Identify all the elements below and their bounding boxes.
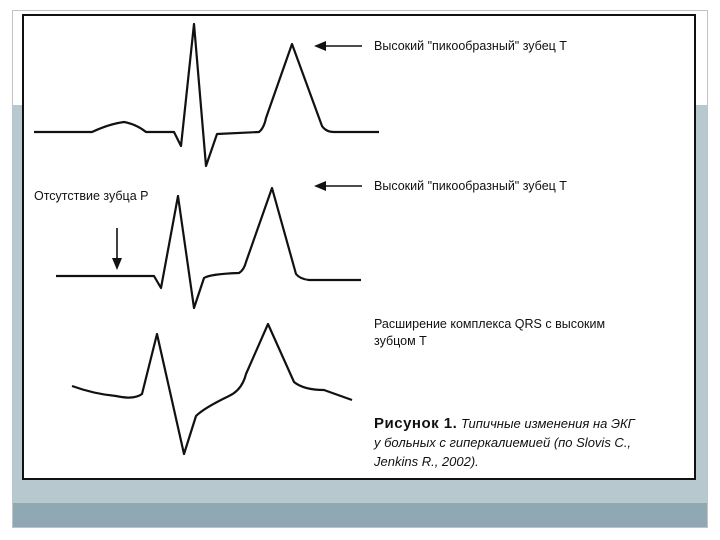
- label-peaked-t-1: Высокий "пикообразный" зубец Т: [374, 39, 567, 53]
- label-wide-qrs-line2: зубцом Т: [374, 334, 427, 348]
- ecg-figure: [22, 14, 696, 480]
- label-no-p-wave: Отсутствие зубца Р: [34, 189, 149, 203]
- bottom-bar: [13, 503, 707, 527]
- caption-line2: у больных с гиперкалиемией (по Slovis С.,: [374, 435, 632, 450]
- figure-caption: [374, 414, 694, 471]
- ecg-traces: [24, 16, 698, 482]
- caption-line3: Jenkins R., 2002).: [374, 454, 479, 469]
- caption-line1: Типичные изменения на ЭКГ: [460, 416, 635, 431]
- arrow-no-p-head: [112, 258, 122, 270]
- arrow-2-head: [314, 181, 326, 191]
- label-wide-qrs-line1: Расширение комплекса QRS с высоким: [374, 317, 606, 331]
- arrow-1-head: [314, 41, 326, 51]
- caption-title: Рисунок 1.: [374, 415, 458, 432]
- label-peaked-t-2: Высокий "пикообразный" зубец Т: [374, 179, 567, 193]
- ecg-trace-no-p: [56, 188, 361, 308]
- ecg-trace-wide-qrs: [72, 324, 352, 454]
